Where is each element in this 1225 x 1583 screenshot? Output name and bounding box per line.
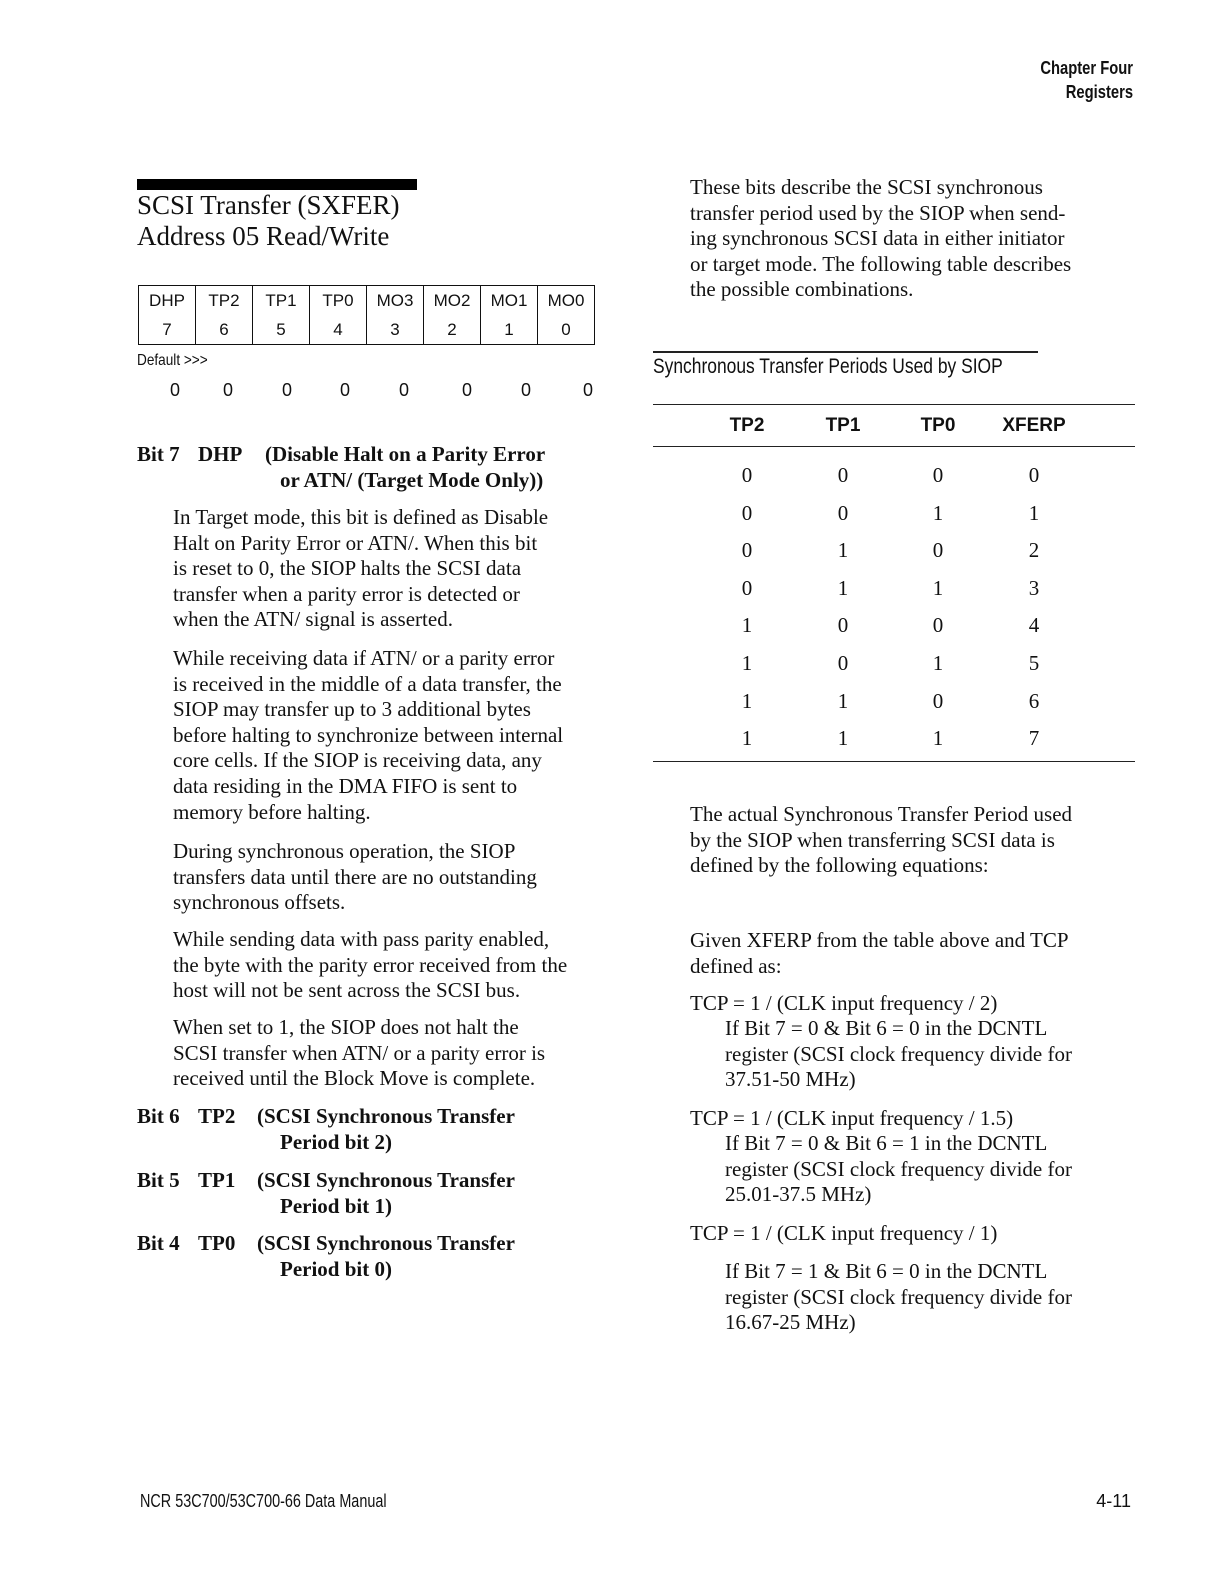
given-paragraph (690, 928, 1069, 979)
bit-name-cell: MO2 (424, 286, 481, 316)
text-line: the possible combinations. (690, 277, 914, 302)
table-cell: 0 (837, 613, 849, 638)
text-line: the byte with the parity error received from the (173, 952, 568, 977)
table-cell: 0 (741, 538, 753, 563)
bit-description-cont: Period bit 0) (280, 1257, 392, 1281)
bit-field-name: DHP (198, 442, 243, 466)
bit-description-cont: Period bit 1) (280, 1194, 392, 1218)
table-cell: 1 (932, 575, 944, 600)
bit-name-cell: TP0 (310, 286, 367, 316)
table-cell: 0 (1028, 463, 1040, 487)
bit-name-cell: TP1 (253, 286, 310, 316)
table-cell: 0 (837, 651, 849, 675)
bit-number-cell: 5 (253, 315, 310, 345)
table-cell: 0 (932, 613, 944, 638)
bit-name-cell: DHP (139, 286, 196, 316)
tcp1-equation (690, 991, 997, 1017)
text-line: by the SIOP when transferring SCSI data is (690, 827, 1055, 852)
text-line: If Bit 7 = 0 & Bit 6 = 0 in the DCNTL (725, 1016, 1048, 1040)
text-line: If Bit 7 = 1 & Bit 6 = 0 in the DCNTL (725, 1259, 1048, 1283)
table-cell: 5 (1028, 651, 1040, 675)
default-value: 0 (398, 380, 409, 400)
bit-field-name: TP2 (198, 1104, 236, 1128)
table-cell: 1 (837, 688, 849, 713)
register-title: SCSI Transfer (SXFER) (137, 190, 400, 220)
table-cell: 1 (932, 500, 944, 525)
table-cell: 1 (741, 688, 753, 713)
default-value: 0 (281, 380, 292, 400)
bit-field-name: TP0 (198, 1231, 236, 1255)
tcp1-condition (725, 1016, 1072, 1093)
bit-label: Bit 6 (137, 1104, 180, 1128)
tcp3-condition (725, 1259, 1072, 1336)
register-bit-table (138, 285, 595, 345)
table-cell: 1 (741, 613, 753, 638)
bit-number-cell: 6 (196, 315, 253, 345)
table-cell: 0 (837, 500, 849, 525)
default-label-text: Default >>> (137, 352, 208, 369)
bit7-para-3 (173, 839, 537, 916)
default-value: 0 (222, 380, 233, 400)
text-line: received until the Block Move is complete. (173, 1066, 536, 1091)
bit-number-cell: 3 (367, 315, 424, 345)
table-cell: 7 (1028, 726, 1040, 751)
register-address: Address 05 Read/Write (137, 221, 390, 251)
text-line: SIOP may transfer up to 3 additional bytes (173, 697, 531, 722)
table-cell: 3 (1028, 575, 1040, 600)
bit-number-cell: 7 (139, 315, 196, 345)
bit-number-cell: 0 (538, 315, 595, 345)
column-header: XFERP (1002, 415, 1066, 436)
section-label: Registers (1065, 82, 1133, 102)
text-line: Given XFERP from the table above and TCP (690, 928, 1069, 952)
bit7-para-1 (173, 505, 548, 633)
table-title (653, 355, 1074, 379)
table-cell: 1 (932, 726, 944, 751)
bit7-para-5 (173, 1015, 545, 1092)
bit7-para-4 (173, 927, 567, 1004)
bit-description: (SCSI Synchronous Transfer (257, 1231, 515, 1255)
actual-paragraph (690, 802, 1072, 879)
table-title-rule (653, 351, 1038, 353)
table-cell: 1 (837, 726, 849, 751)
table-title-text: Synchronous Transfer Periods Used by SIOP (653, 355, 1003, 378)
bit-name-cell: MO3 (367, 286, 424, 316)
text-line: transfer period used by the SIOP when send- (690, 200, 1066, 225)
text-line: transfers data until there are no outstanding (173, 864, 537, 889)
chapter-label: Chapter Four (1040, 58, 1133, 78)
bit7-para-2 (173, 646, 563, 825)
text-line: While sending data with pass parity enabled, (173, 927, 550, 951)
tcp3-equation (690, 1221, 997, 1247)
intro-paragraph (690, 175, 1071, 303)
table-top-rule (653, 404, 1135, 405)
column-header: TP0 (920, 415, 956, 436)
text-line: register (SCSI clock frequency divide for (725, 1156, 1072, 1181)
footer-manual-text: NCR 53C700/53C700-66 Data Manual (140, 1491, 387, 1511)
text-line: data residing in the DMA FIFO is sent to (173, 773, 518, 798)
bit-description-cont: or ATN/ (Target Mode Only)) (280, 468, 544, 492)
text-line: defined by the following equations: (690, 853, 989, 878)
text-line: Halt on Parity Error or ATN/. When this bit (173, 530, 538, 555)
tcp2-equation (690, 1106, 1013, 1132)
bit-description-cont: Period bit 2) (280, 1130, 392, 1154)
default-value: 0 (169, 380, 180, 400)
text-line: before halting to synchronize between internal (173, 722, 564, 747)
text-line: is reset to 0, the SIOP halts the SCSI data (173, 556, 522, 581)
text-line: when the ATN/ signal is asserted. (173, 607, 453, 632)
text-line: TCP = 1 / (CLK input frequency / 1.5) (690, 1106, 1014, 1130)
table-cell: 1 (741, 726, 753, 751)
text-line: 37.51-50 MHz) (725, 1067, 856, 1092)
table-cell: 1 (837, 575, 849, 600)
text-line: ing synchronous SCSI data in either initiator (690, 226, 1065, 251)
default-value: 0 (339, 380, 350, 400)
table-cell: 0 (932, 688, 944, 713)
table-cell: 0 (741, 463, 753, 487)
table-cell: 1 (837, 538, 849, 563)
table-cell: 0 (741, 500, 753, 525)
text-line: TCP = 1 / (CLK input frequency / 1) (690, 1221, 998, 1245)
text-line: register (SCSI clock frequency divide for (725, 1041, 1072, 1066)
text-line: or target mode. The following table describes (690, 251, 1072, 276)
text-line: is received in the middle of a data transfer, the (173, 671, 562, 696)
bit-field-name: TP1 (198, 1168, 236, 1192)
default-value: 0 (582, 380, 593, 400)
table-cell: 1 (932, 651, 944, 675)
footer-manual (140, 1491, 448, 1512)
text-line: transfer when a parity error is detected or (173, 581, 520, 606)
text-line: core cells. If the SIOP is receiving data, any (173, 748, 542, 773)
text-line: When set to 1, the SIOP does not halt the (173, 1015, 519, 1039)
table-cell: 1 (1028, 500, 1040, 525)
text-line: memory before halting. (173, 799, 371, 824)
table-cell: 1 (741, 651, 753, 675)
bit-name-cell: MO0 (538, 286, 595, 316)
table-bottom-rule (653, 761, 1135, 762)
bit-label: Bit 5 (137, 1168, 180, 1192)
text-line: synchronous offsets. (173, 890, 346, 915)
table-cell: 2 (1028, 538, 1040, 563)
table-cell: 6 (1028, 688, 1040, 713)
text-line: host will not be sent across the SCSI bus. (173, 978, 521, 1003)
table-header-rule (653, 446, 1135, 447)
text-line: 16.67-25 MHz) (725, 1310, 856, 1335)
default-value: 0 (461, 380, 472, 400)
bit-description: (Disable Halt on a Parity Error (265, 442, 546, 466)
bit-number-cell: 4 (310, 315, 367, 345)
text-line: In Target mode, this bit is defined as Disable (173, 505, 549, 529)
bit-label: Bit 4 (137, 1231, 180, 1255)
text-line: TCP = 1 / (CLK input frequency / 2) (690, 991, 998, 1015)
table-cell: 4 (1028, 613, 1040, 638)
tcp2-condition (725, 1131, 1072, 1208)
page-number: 4-11 (1096, 1491, 1131, 1511)
bit-description: (SCSI Synchronous Transfer (257, 1168, 515, 1192)
table-cell: 0 (741, 575, 753, 600)
column-header: TP2 (729, 415, 765, 436)
bit-number-cell: 1 (481, 315, 538, 345)
text-line: The actual Synchronous Transfer Period used (690, 802, 1073, 826)
bit-description: (SCSI Synchronous Transfer (257, 1104, 515, 1128)
table-cell: 0 (932, 538, 944, 563)
default-value: 0 (520, 380, 531, 400)
text-line: During synchronous operation, the SIOP (173, 839, 516, 863)
text-line: If Bit 7 = 0 & Bit 6 = 1 in the DCNTL (725, 1131, 1048, 1155)
title-bar (137, 179, 417, 190)
table-cell: 0 (932, 463, 944, 487)
bit-label: Bit 7 (137, 442, 180, 466)
text-line: 25.01-37.5 MHz) (725, 1182, 872, 1207)
bit-name-cell: MO1 (481, 286, 538, 316)
column-header: TP1 (825, 415, 861, 436)
bit-number-cell: 2 (424, 315, 481, 345)
text-line: While receiving data if ATN/ or a parity error (173, 646, 555, 670)
text-line: defined as: (690, 953, 782, 978)
text-line: SCSI transfer when ATN/ or a parity error is (173, 1040, 546, 1065)
default-label (137, 352, 220, 370)
table-cell: 0 (837, 463, 849, 487)
bit-name-cell: TP2 (196, 286, 253, 316)
text-line: register (SCSI clock frequency divide for (725, 1284, 1072, 1309)
text-line: These bits describe the SCSI synchronous (690, 175, 1043, 199)
